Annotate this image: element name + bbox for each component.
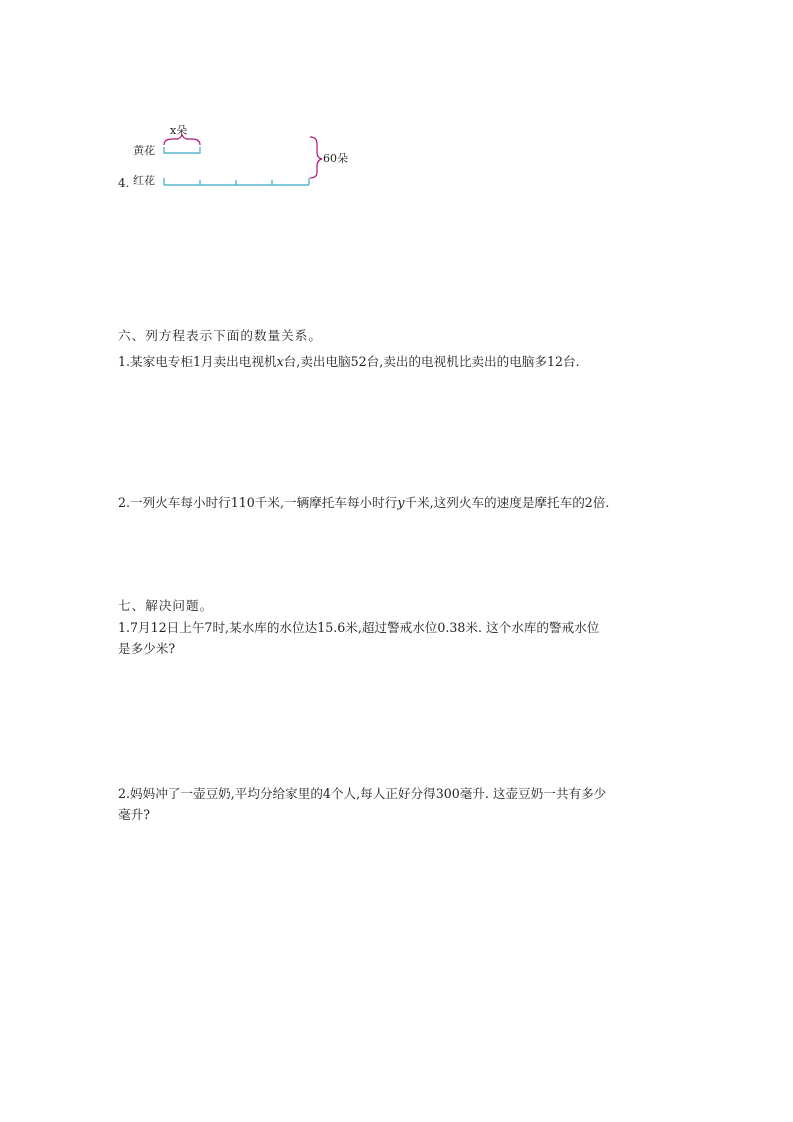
unknown-quantity-label: x朵 [170, 124, 188, 137]
total-quantity-label: 60朵 [323, 152, 348, 165]
section-7-question-2-line-1: 2.妈妈冲了一壶豆奶,平均分给家里的4个人,每人正好分得300毫升. 这壶豆奶一共有多少 [118, 786, 607, 801]
section-7-question-1-line-2: 是多少米? [118, 641, 176, 656]
red-flower-ticks [164, 178, 309, 185]
q1-text-b: 台,卖出电脑52台,卖出的电视机比卖出的电脑多12台. [283, 354, 580, 369]
q2-text-a: 2.一列火车每小时行110千米,一辆摩托车每小时行 [118, 495, 398, 510]
red-flower-label: 红花 [133, 174, 155, 187]
yellow-flower-label: 黄花 [133, 144, 155, 157]
total-brace [310, 137, 322, 178]
variable-x: x [276, 354, 284, 369]
variable-y: y [397, 495, 405, 510]
section-7-question-2-line-2: 毫升? [118, 807, 150, 822]
line-segment-diagram [112, 120, 372, 195]
section-7-question-1-line-1: 1.7月12日上午7时,某水库的水位达15.6米,超过警戒水位0.38米. 这个水库的警戒水位 [118, 620, 600, 635]
yellow-brace [164, 134, 200, 145]
q2-text-b: 千米,这列火车的速度是摩托车的2倍. [404, 495, 610, 510]
section-6-title: 六、列方程表示下面的数量关系。 [118, 328, 322, 343]
item-number: 4. [118, 176, 130, 190]
yellow-flower-segment [164, 147, 200, 153]
section-6-question-1 [118, 353, 580, 371]
q1-text-a: 1.某家电专柜1月卖出电视机 [118, 354, 277, 369]
diagram-graphics [112, 120, 372, 195]
section-7-title: 七、解决问题。 [118, 598, 214, 613]
section-6-question-2 [118, 494, 609, 512]
